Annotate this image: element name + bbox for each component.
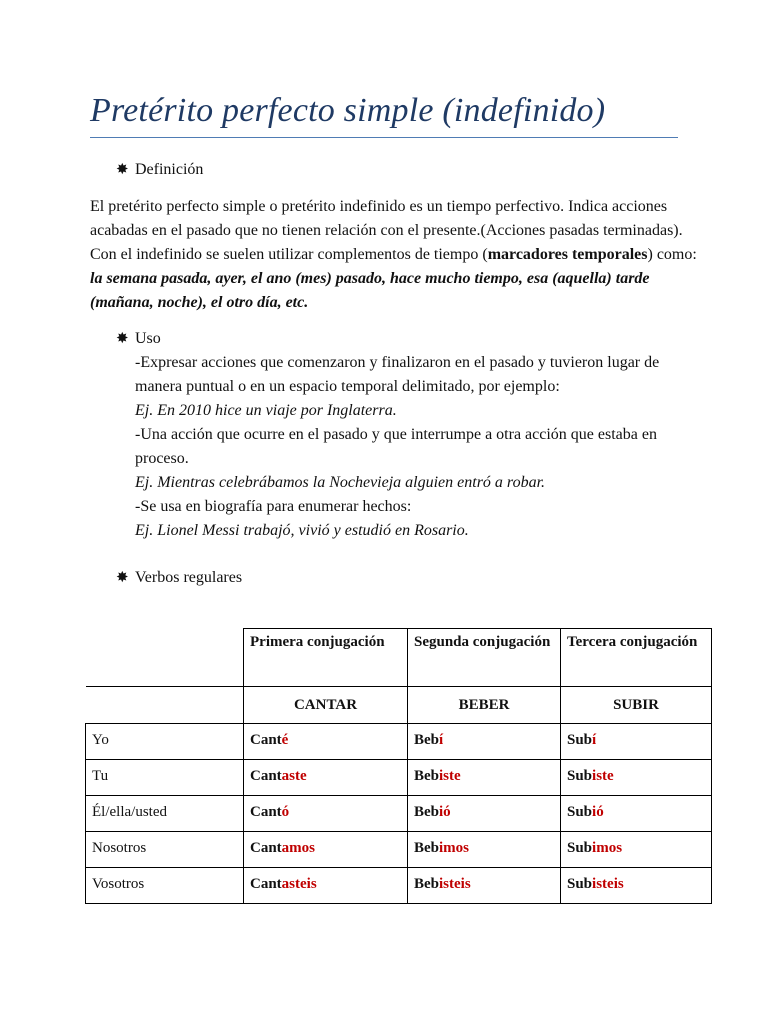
pronoun-cell: Él/ella/usted — [86, 796, 244, 832]
verb-form-cell — [244, 760, 408, 796]
definition-text-2: ) como: — [647, 246, 697, 263]
table-header: Segunda conjugación — [408, 629, 561, 687]
verb-ending: aste — [281, 768, 307, 784]
definition-bold-term: marcadores temporales — [487, 246, 648, 263]
verb-form-cell — [561, 832, 712, 868]
uso-example: Ej. Mientras celebrábamos la Nochevieja alguien entró a robar. — [135, 474, 546, 491]
verb-stem: Beb — [414, 876, 440, 892]
verb-ending: isteis — [439, 876, 471, 892]
conjugation-table — [85, 628, 712, 904]
table-header: Primera conjugación — [244, 629, 408, 687]
verb-stem: Cant — [250, 804, 282, 820]
table-row — [86, 832, 712, 868]
table-verb-row — [86, 687, 712, 724]
empty-cell — [86, 687, 244, 724]
table-row — [86, 724, 712, 760]
verb-form-cell — [561, 760, 712, 796]
verb-stem: Cant — [250, 768, 282, 784]
verb-infinitive: CANTAR — [244, 687, 408, 724]
verb-stem: Beb — [414, 768, 440, 784]
table-row — [86, 760, 712, 796]
verb-stem: Cant — [250, 876, 282, 892]
verb-form-cell — [408, 724, 561, 760]
definition-paragraph — [90, 195, 710, 315]
star-bullet-icon: ✸ — [116, 162, 129, 178]
pronoun-cell: Vosotros — [86, 868, 244, 904]
pronoun-cell: Nosotros — [86, 832, 244, 868]
verb-stem: Sub — [567, 732, 593, 748]
verb-form-cell — [244, 868, 408, 904]
verb-stem: Sub — [567, 804, 593, 820]
uso-item: -Expresar acciones que comenzaron y finalizaron en el pasado y tuvieron lugar de manera puntual o en un espacio temporal delimitado, por ejemplo: — [135, 354, 660, 395]
verb-ending: ió — [592, 804, 604, 820]
verb-form-cell — [561, 796, 712, 832]
page-title: Pretérito perfecto simple (indefinido) — [90, 92, 606, 129]
verb-form-cell — [408, 760, 561, 796]
section-label: Verbos regulares — [135, 569, 243, 586]
section-label: Uso — [135, 330, 161, 347]
verb-form-cell — [244, 796, 408, 832]
verb-ending: ó — [281, 804, 290, 820]
verb-stem: Beb — [414, 840, 440, 856]
verb-form-cell — [408, 796, 561, 832]
table-row — [86, 868, 712, 904]
verb-ending: í — [439, 732, 444, 748]
verb-ending: é — [281, 732, 289, 748]
verb-form-cell — [244, 724, 408, 760]
verb-ending: í — [592, 732, 597, 748]
pronoun-cell: Yo — [86, 724, 244, 760]
verb-stem: Beb — [414, 804, 440, 820]
verb-ending: ió — [439, 804, 451, 820]
verb-form-cell — [244, 832, 408, 868]
section-label: Definición — [135, 161, 204, 178]
verb-ending: imos — [592, 840, 623, 856]
verb-form-cell — [408, 832, 561, 868]
verb-ending: isteis — [592, 876, 624, 892]
uso-item: -Se usa en biografía para enumerar hechos: — [135, 498, 412, 515]
verb-stem: Sub — [567, 768, 593, 784]
definition-text: El pretérito perfecto simple o pretérito indefinido es un tiempo perfectivo. Indica acciones acabadas en el pasado que no tienen relación con el presente.(Acciones pasadas terminadas). Con el indefinido se suelen utilizar complementos de tiempo ( — [90, 198, 683, 263]
verb-stem: Cant — [250, 840, 282, 856]
title-underline — [90, 137, 678, 138]
uso-example: Ej. En 2010 hice un viaje por Inglaterra. — [135, 402, 397, 419]
verb-infinitive: BEBER — [408, 687, 561, 724]
verb-ending: iste — [439, 768, 461, 784]
empty-cell — [86, 629, 244, 687]
verb-stem: Cant — [250, 732, 282, 748]
verb-form-cell — [561, 724, 712, 760]
star-bullet-icon: ✸ — [116, 570, 129, 586]
table-header-row — [86, 629, 712, 687]
uso-block — [135, 351, 695, 543]
verb-stem: Sub — [567, 876, 593, 892]
verb-ending: iste — [592, 768, 614, 784]
verb-ending: asteis — [281, 876, 317, 892]
table-header: Tercera conjugación — [561, 629, 712, 687]
verb-form-cell — [561, 868, 712, 904]
verb-stem: Beb — [414, 732, 440, 748]
verb-ending: imos — [439, 840, 470, 856]
table-row — [86, 796, 712, 832]
uso-example: Ej. Lionel Messi trabajó, vivió y estudió en Rosario. — [135, 522, 469, 539]
verb-ending: amos — [281, 840, 316, 856]
conjugation-rows — [86, 724, 712, 904]
uso-item: -Una acción que ocurre en el pasado y que interrumpe a otra acción que estaba en proceso. — [135, 426, 657, 467]
verb-stem: Sub — [567, 840, 593, 856]
pronoun-cell: Tu — [86, 760, 244, 796]
verb-infinitive: SUBIR — [561, 687, 712, 724]
star-bullet-icon: ✸ — [116, 331, 129, 347]
definition-examples: la semana pasada, ayer, el ano (mes) pasado, hace mucho tiempo, esa (aquella) tarde (mañana, noche), el otro día, etc. — [90, 270, 650, 311]
verb-form-cell — [408, 868, 561, 904]
